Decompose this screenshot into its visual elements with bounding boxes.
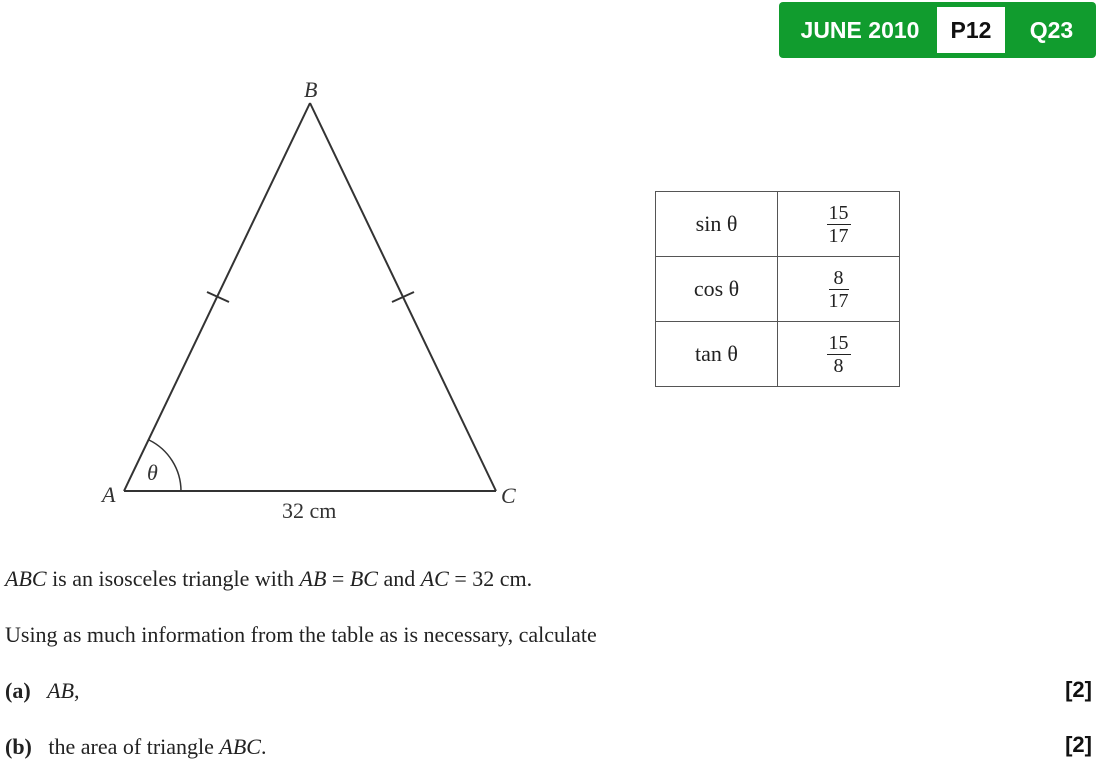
- table-row-cos: [656, 257, 900, 322]
- part-a-suffix: ,: [74, 678, 80, 703]
- denominator: 17: [828, 224, 849, 247]
- exam-date: JUNE 2010: [800, 17, 920, 43]
- numerator: 15: [828, 331, 849, 354]
- part-b-text: the area of triangle: [48, 734, 220, 759]
- part-b-label: (b): [5, 734, 32, 759]
- fraction: [827, 203, 851, 246]
- numerator: 15: [828, 201, 849, 224]
- ratio-value: [778, 192, 900, 257]
- part-a: [5, 678, 80, 704]
- triangle-name: ABC: [5, 566, 47, 591]
- side-name: BC: [349, 566, 378, 591]
- question-reference-badge: [779, 2, 1096, 58]
- part-a-marks: [2]: [1065, 677, 1092, 702]
- question-number: Q23: [1029, 17, 1074, 43]
- vertex-b-label: B: [304, 77, 318, 102]
- base-length-label: 32 cm: [282, 498, 337, 523]
- side-name: AC: [420, 566, 449, 591]
- ratio-value: [778, 257, 900, 322]
- part-b: [5, 734, 266, 760]
- problem-statement: [5, 566, 532, 592]
- part-a-label: (a): [5, 678, 31, 703]
- ratio-name: cos θ: [656, 257, 778, 322]
- triangle-diagram: [0, 0, 640, 540]
- ratio-value: [778, 322, 900, 387]
- ratio-name: tan θ: [656, 322, 778, 387]
- part-b-suffix: .: [260, 734, 267, 759]
- tick-mark-bc: [392, 292, 414, 302]
- part-a-text: AB: [47, 678, 75, 703]
- vertex-c-label: C: [501, 483, 516, 508]
- part-b-triangle-name: ABC: [219, 734, 261, 759]
- fraction: [829, 268, 849, 311]
- statement-text: is an isosceles triangle with: [46, 566, 300, 591]
- statement-text: = 32 cm.: [448, 566, 533, 591]
- trig-ratio-table: [655, 191, 900, 387]
- equals-sign: =: [326, 566, 350, 591]
- table-row-sin: [656, 192, 900, 257]
- numerator: 8: [829, 268, 849, 290]
- denominator: 8: [833, 354, 844, 377]
- ratio-name: sin θ: [656, 192, 778, 257]
- fraction: [827, 333, 851, 376]
- part-b-marks: [2]: [1065, 732, 1092, 757]
- denominator: 17: [828, 289, 849, 312]
- instruction-text: Using as much information from the table as is necessary, calculate: [5, 622, 597, 647]
- paper-number: P12: [937, 7, 1005, 53]
- table-row-tan: [656, 322, 900, 387]
- vertex-a-label: A: [102, 482, 116, 507]
- statement-text: and: [377, 566, 421, 591]
- angle-theta-label: θ: [147, 460, 158, 485]
- side-name: AB: [299, 566, 327, 591]
